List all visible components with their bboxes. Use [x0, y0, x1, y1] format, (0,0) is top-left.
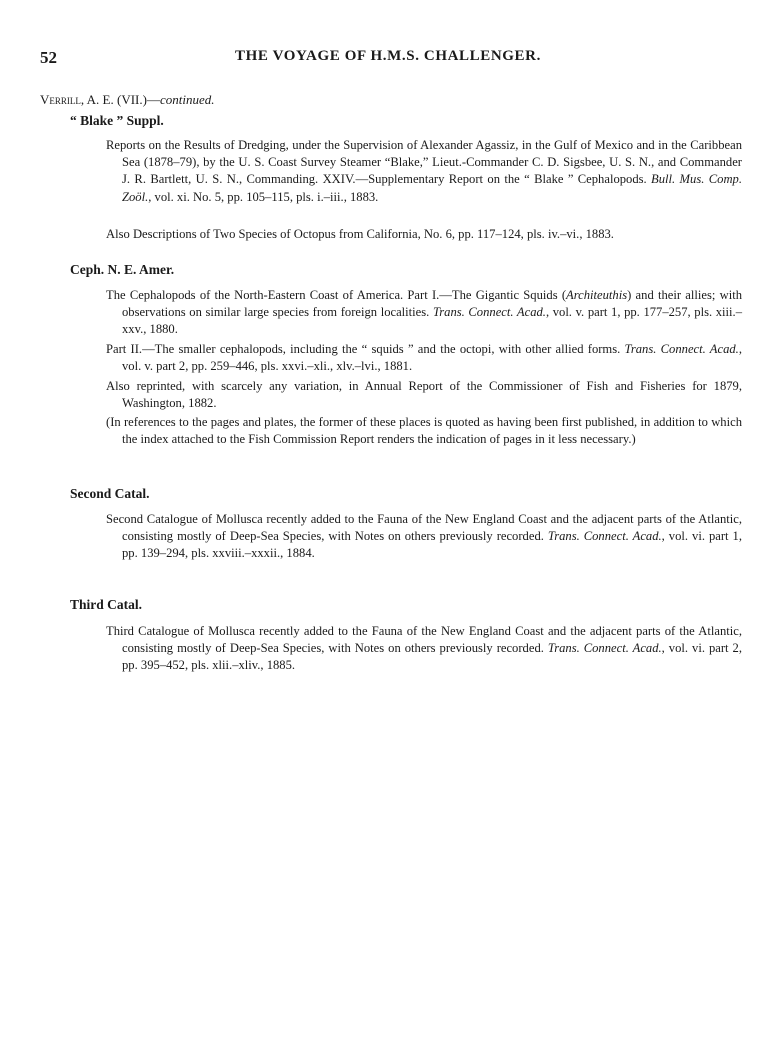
entry-cephalopods-part-2 — [106, 341, 742, 375]
entry-citation: , vol. v. part 2, pp. 259–446, pls. xxvi.–xli., xlv.–lvi., 1881. — [122, 342, 742, 374]
author-name: Verrill, A. E. — [40, 92, 114, 107]
entry-reference-note — [106, 414, 742, 448]
entry-blake-report — [106, 137, 742, 206]
entry-citation: , vol. vi. part 2, pp. 395–452, pls. xlii.–xliv., 1885. — [122, 641, 742, 673]
page-header — [40, 48, 736, 72]
genus-name: Architeuthis — [566, 288, 628, 302]
section-heading-third-catal: Third Catal. — [70, 597, 143, 612]
section-heading-ceph-ne-amer: Ceph. N. E. Amer. — [70, 262, 175, 277]
entry-text-cont: ) and their allies; with observations on similar large species from foreign localities. — [122, 288, 742, 320]
journal-title: Trans. Connect. Acad. — [547, 641, 662, 656]
journal-title: Bull. Mus. Comp. Zoöl. — [122, 172, 742, 204]
entry-cephalopods-part-1 — [106, 287, 742, 339]
entry-citation: , vol. v. part 1, pp. 177–257, pls. xiii.–xxv., 1880. — [122, 305, 742, 337]
entry-text: (In references to the pages and plates, the former of these places is quoted as having been first published, in addition to which the index attached to the Fish Commission Report renders the indication of pages in it less necessary.) — [106, 415, 742, 447]
running-title: THE VOYAGE OF H.M.S. CHALLENGER. — [235, 48, 541, 64]
continued-label: continued. — [159, 92, 215, 107]
journal-title: Trans. Connect. Acad. — [547, 529, 662, 544]
entry-text: The Cephalopods of the North-Eastern Coast of America. Part I.—The Gigantic Squids ( — [106, 288, 567, 302]
journal-title: Trans. Connect. Acad. — [624, 342, 739, 356]
entry-citation: , vol. xi. No. 5, pp. 105–115, pls. i.–iii., 1883. — [148, 189, 379, 204]
entry-reprint-note — [106, 378, 742, 412]
entry-third-catalogue — [106, 623, 742, 675]
entry-text: Also reprinted, with scarcely any variation, in Annual Report of the Commissioner of Fish and Fisheries for 1879, Washington, 1882. — [106, 379, 742, 411]
entry-second-catalogue — [106, 511, 742, 563]
page-number: 52 — [40, 48, 57, 67]
section-heading-second-catal: Second Catal. — [70, 486, 150, 501]
section-heading-blake-suppl: “ Blake ” Suppl. — [70, 113, 164, 128]
entry-text: Second Catalogue of Mollusca recently added to the Fauna of the New England Coast and the adjacent parts of the Atlantic, consisting mostly of Deep-Sea Species, with Notes on others previously recorded. — [106, 512, 742, 544]
entry-text: Third Catalogue of Mollusca recently added to the Fauna of the New England Coast and the adjacent parts of the Atlantic, consisting mostly of Deep-Sea Species, with Notes on others previously recorded. — [106, 624, 742, 656]
entry-octopus-descriptions — [106, 226, 742, 243]
entry-text: Reports on the Results of Dredging, under the Supervision of Alexander Agassiz, in the Gulf of Mexico and in the Caribbean Sea (1878–79), by the U. S. Coast Survey Steamer “Blake,” Lieut.-Commander C. D. Sigsbee, U. S. N., and Commander J. R. Bartlett, U. S. N., Commanding. XXIV.—Supplementary Report on the “ Blake ” Cephalopods. — [106, 138, 742, 187]
entry-citation: , vol. vi. part 1, pp. 139–294, pls. xxviii.–xxxii., 1884. — [122, 529, 742, 561]
entry-text: Part II.—The smaller cephalopods, including the “ squids ” and the octopi, with other allied forms. — [106, 342, 625, 356]
entry-text: Also Descriptions of Two Species of Octopus from California, No. 6, pp. 117–124, pls. iv.–vi., 1883. — [106, 227, 614, 241]
author-number: (VII.)— — [113, 92, 160, 107]
journal-title: Trans. Connect. Acad. — [432, 305, 546, 320]
author-line — [40, 92, 214, 108]
